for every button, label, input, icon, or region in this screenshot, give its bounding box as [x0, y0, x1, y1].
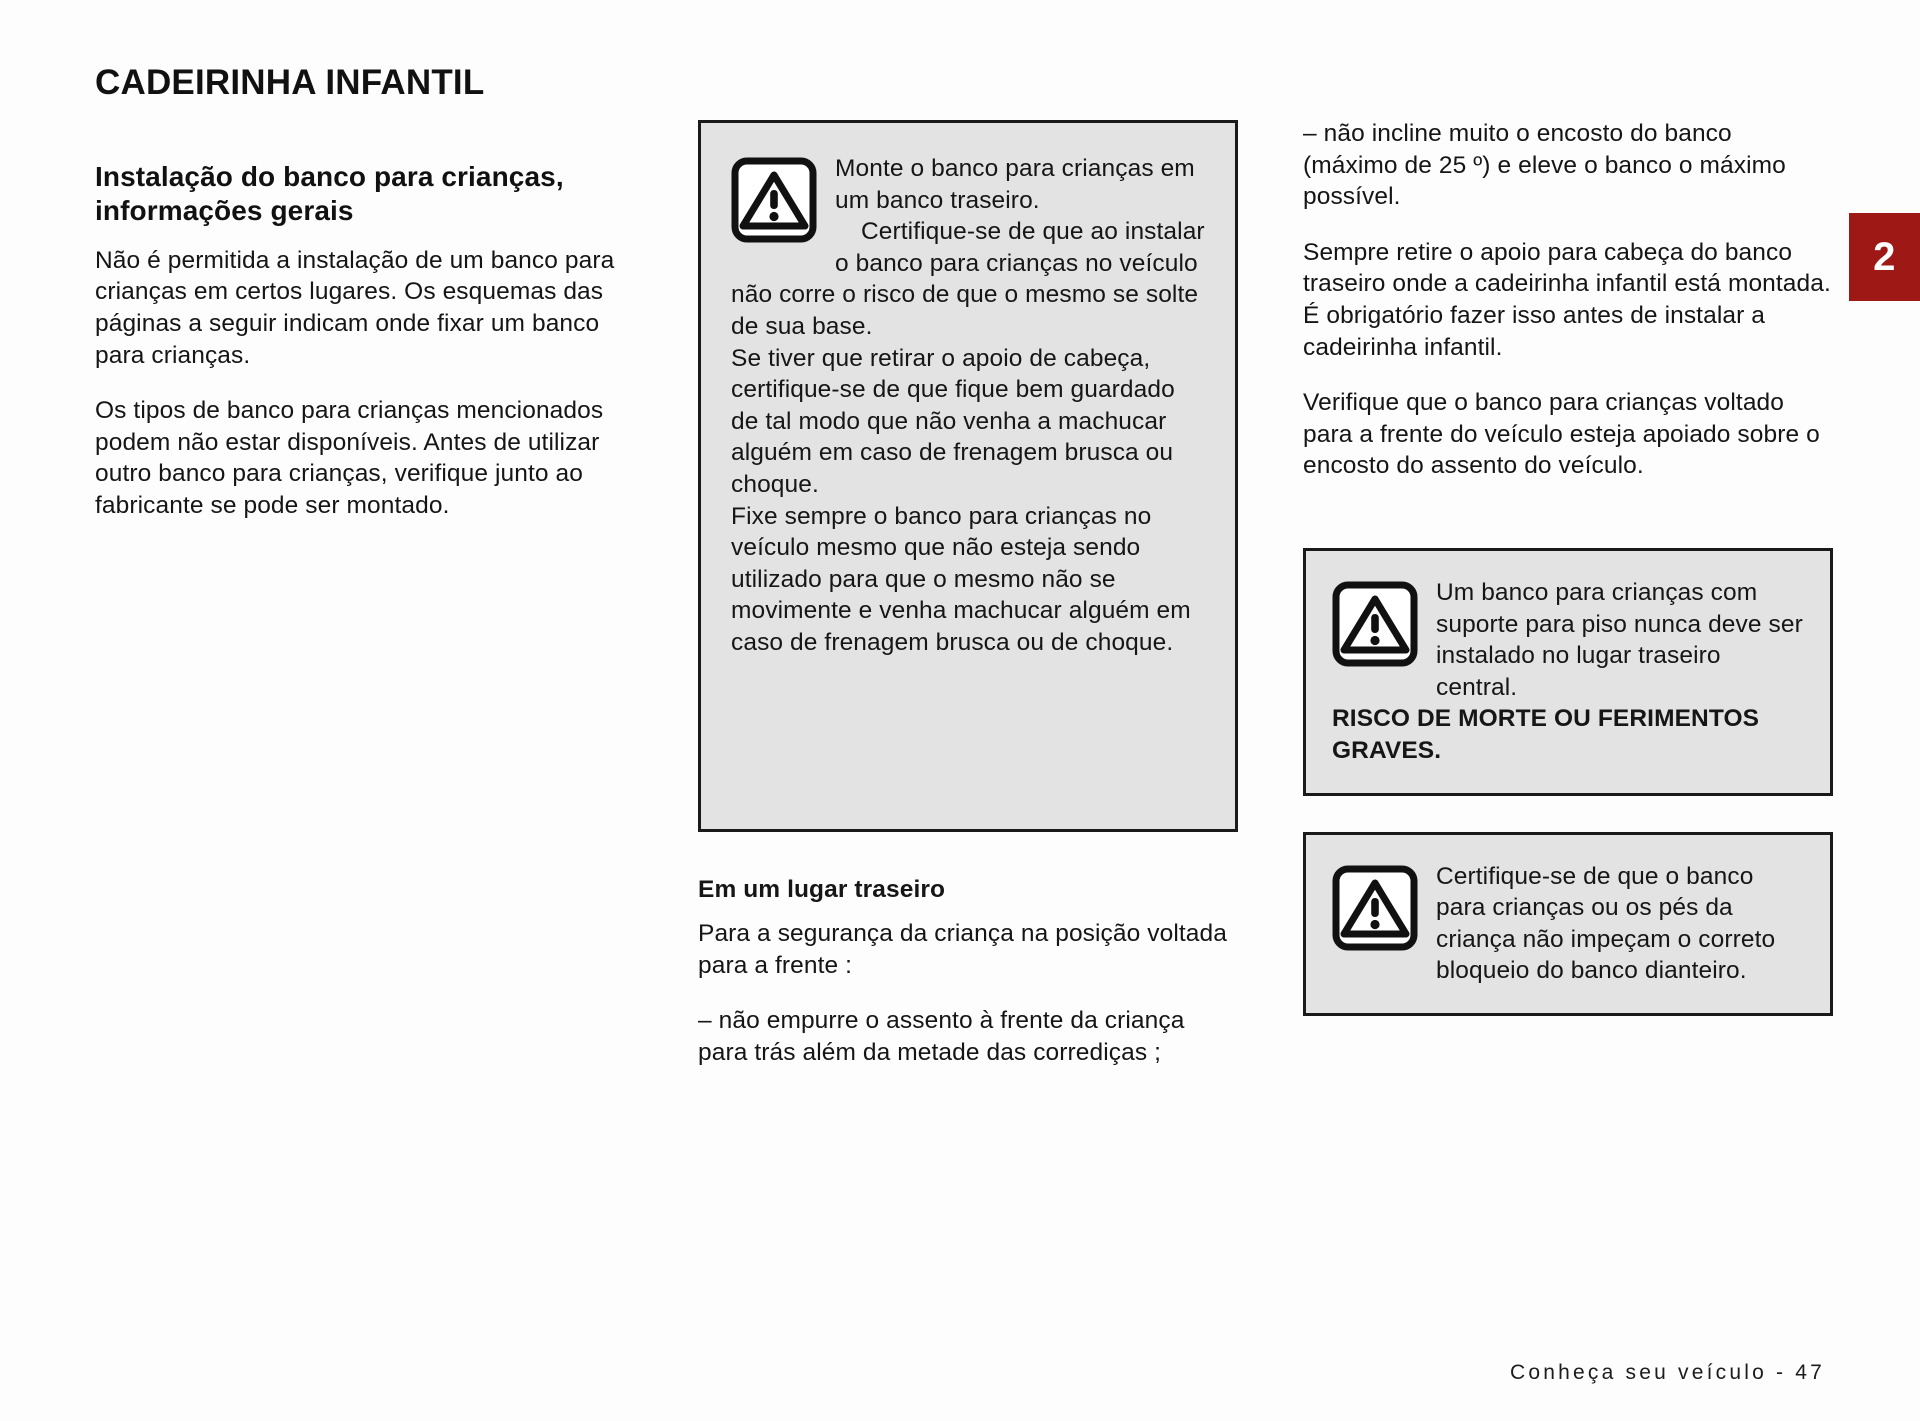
- paragraph-remove-headrest: Sempre retire o apoio para cabeça do banco traseiro onde a cadeirinha infantil está montada. É obrigatório fazer isso antes de instalar a cadeirinha infantil.: [1303, 238, 1831, 361]
- paragraph-seat-types: Os tipos de banco para crianças mencionados podem não estar disponíveis. Antes de utilizar outro banco para crianças, verifique junto ao fabricante se pode ser montado.: [95, 397, 604, 520]
- paragraph-child-safety-front-facing: Para a segurança da criança na posição voltada para a frente :: [698, 920, 1227, 979]
- warning-box-front-seat-lock: [1303, 832, 1833, 1016]
- page-title: CADEIRINHA INFANTIL: [95, 63, 485, 103]
- section-heading-installation: Instalação do banco para crianças, informações gerais: [95, 161, 564, 227]
- warning-floor-text: Um banco para crianças com suporte para piso nunca deve ser instalado no lugar traseiro central.: [1436, 578, 1803, 701]
- warning-main-line-3: Se tiver que retirar o apoio de cabeça, certifique-se de que fique bem guardado de tal modo que não venha a machucar alguém em caso de frenagem brusca ou choque.: [731, 344, 1175, 498]
- chapter-number-tab: 2: [1849, 213, 1920, 301]
- spacer: [698, 832, 1238, 876]
- warning-main-line-1: Monte o banco para crianças em um banco traseiro.: [835, 155, 1195, 214]
- sub-heading-rear-place: Em um lugar traseiro: [698, 876, 946, 903]
- paragraph-verify-seat-support: Verifique que o banco para crianças voltado para a frente do veículo esteja apoiado sobre o encosto do assento do veículo.: [1303, 389, 1820, 480]
- spacer: [1303, 506, 1833, 548]
- warning-box-floor-support: [1303, 548, 1833, 796]
- warning-box-mount-rear-seat: [698, 120, 1238, 832]
- paragraph-bullet-backrest-angle: – não incline muito o encosto do banco (máximo de 25 º) e eleve o banco o máximo possível.: [1303, 120, 1786, 211]
- page-footer: Conheça seu veículo - 47: [1510, 1361, 1825, 1384]
- warning-main-line-4: Fixe sempre o banco para crianças no veículo mesmo que não esteja sendo utilizado para que o mesmo não se movimente e venha machucar alguém em caso de frenagem brusca ou de choque.: [731, 502, 1191, 656]
- column-two: [698, 120, 1238, 1068]
- column-three: [1303, 118, 1833, 1016]
- column-one: [95, 160, 615, 522]
- paragraph-allowed-places: Não é permitida a instalação de um banco para crianças em certos lugares. Os esquemas das páginas a seguir indicam onde fixar um banco para crianças.: [95, 246, 615, 369]
- warning-main-line-2: Certifique-se de que ao instalar o banco para crianças no veículo não corre o risco de que o mesmo se solte de sua base.: [731, 218, 1205, 340]
- spacer: [1303, 796, 1833, 832]
- warning-triangle-icon: [731, 157, 817, 248]
- paragraph-bullet-do-not-push-seat: – não empurre o assento à frente da criança para trás além da metade das corrediças ;: [698, 1007, 1185, 1066]
- warning-feet-text: Certifique-se de que o banco para crianças ou os pés da criança não impeçam o correto bloqueio do banco dianteiro.: [1436, 862, 1776, 985]
- warning-triangle-icon: [1332, 865, 1418, 956]
- warning-floor-emphasis: RISCO DE MORTE OU FERIMENTOS GRAVES.: [1332, 705, 1760, 764]
- warning-triangle-icon: [1332, 581, 1418, 672]
